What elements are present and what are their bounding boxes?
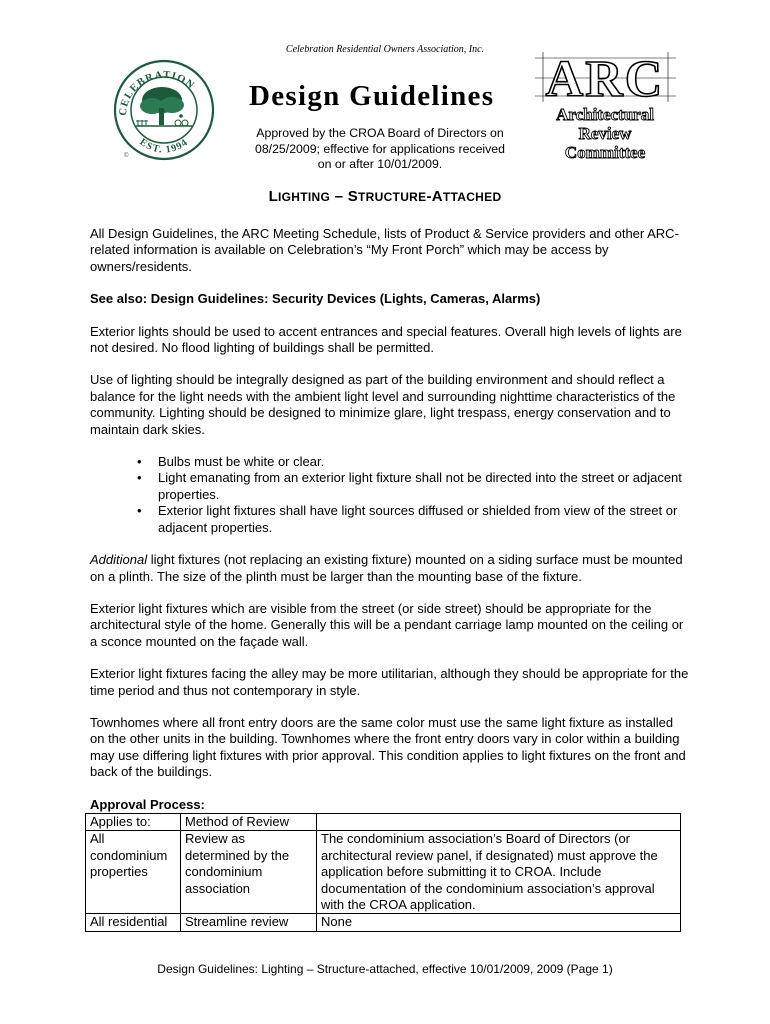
page-footer: Design Guidelines: Lighting – Structure-attached, effective 10/01/2009, 2009 (Page 1) bbox=[157, 962, 613, 976]
list-item: • Light emanating from an exterior light fixture shall not be directed into the street or adjacent properties. bbox=[158, 470, 690, 503]
approval-table bbox=[85, 813, 681, 932]
seal-right-text bbox=[202, 97, 203, 98]
list-item: • Bulbs must be white or clear. bbox=[158, 454, 690, 470]
table-header-cell bbox=[317, 813, 681, 830]
seal-bottom-text: EST. 1994 bbox=[137, 136, 191, 156]
paragraph-plinth bbox=[90, 552, 690, 585]
title-letter-l: L bbox=[268, 188, 279, 205]
table-cell: None bbox=[317, 914, 681, 931]
table-header-row bbox=[86, 813, 681, 830]
lighting-rules-list bbox=[90, 454, 690, 536]
paragraph-townhomes: Townhomes where all front entry doors are the same color must use the same light fixture as installed on the other units in the building. Townhomes where the front entry doors vary in color within a building may use differing light fixtures with prior approval. This condition applies to light fixtures on the front and back of the buildings. bbox=[90, 714, 686, 780]
approval-process-heading: Approval Process: bbox=[90, 796, 205, 812]
svg-text:EST. 1994 bbox=[137, 137, 190, 156]
title-rest-ighting: IGHTING bbox=[278, 190, 331, 204]
paragraph-street-visible: Exterior light fixtures which are visible from the street (or side street) should be appropriate for the architectural style of the home. Generally this will be a pendant carriage lamp mounted on the ceiling or a sconce mounted on the façade wall. bbox=[90, 600, 684, 649]
arc-big-letters: ARC bbox=[545, 51, 665, 108]
list-item: • Exterior light fixtures shall have light sources diffused or shielded from view of the street or adjacent properties. bbox=[158, 503, 690, 536]
celebration-seal-logo bbox=[112, 58, 216, 162]
table-header-cell: Method of Review bbox=[181, 813, 317, 830]
table-cell: All condominium properties bbox=[86, 831, 181, 914]
table-row bbox=[86, 914, 681, 931]
paragraph-alley: Exterior light fixtures facing the alley may be more utilitarian, although they should be appropriate for the time period and thus not contemporary in style. bbox=[90, 666, 689, 698]
title-letter-a: A bbox=[431, 188, 443, 205]
approval-note: Approved by the CROA Board of Directors on 08/25/2009; effective for applications received on or after 10/01/2009. bbox=[255, 126, 505, 171]
table-cell: Streamline review bbox=[181, 914, 317, 931]
document-title: Design Guidelines bbox=[249, 80, 495, 112]
title-letter-s: S bbox=[347, 188, 359, 205]
title-rest-ttached: TTACHED bbox=[442, 190, 502, 204]
see-also-paragraph: See also: Design Guidelines: Security Devices (Lights, Cameras, Alarms) bbox=[90, 291, 541, 307]
intro-paragraph: All Design Guidelines, the ARC Meeting Schedule, lists of Product & Service providers and other ARC-related information is available on Celebration’s “My Front Porch” which may be access by owners/residents. bbox=[90, 226, 679, 274]
table-row bbox=[86, 831, 681, 914]
association-name: Celebration Residential Owners Association, Inc. bbox=[285, 44, 485, 55]
title-hyphen: - bbox=[426, 188, 432, 205]
title-rest-tructure: TRUCTURE bbox=[358, 190, 427, 204]
arc-line-committee: Committee bbox=[564, 143, 646, 162]
seal-top-text: CELEBRATION bbox=[117, 69, 197, 117]
document-body bbox=[90, 226, 690, 932]
arc-committee-logo bbox=[533, 50, 678, 170]
table-header-cell: Applies to: bbox=[86, 813, 181, 830]
table-cell: All residential bbox=[86, 914, 181, 931]
table-cell: Review as determined by the condominium association bbox=[181, 831, 317, 914]
paragraph-plinth-text: light fixtures (not replacing an existing fixture) mounted on a siding surface must be mounted on a plinth. The size of the plinth must be larger than the mounting base of the fixture. bbox=[90, 552, 683, 584]
arc-line-architectural: Architectural bbox=[556, 105, 654, 124]
svg-text:©: © bbox=[124, 153, 129, 159]
title-dash: – bbox=[330, 188, 348, 205]
additional-emphasis: Additional bbox=[90, 552, 148, 568]
paragraph-accent-lights: Exterior lights should be used to accent entrances and special features. Overall high levels of lights are not desired. No flood lighting of buildings shall be permitted. bbox=[90, 323, 682, 356]
table-cell: The condominium association’s Board of Directors (or architectural review panel, if designated) must approve the application before submitting it to CROA. Include documentation of the condominium association’s approval with the CROA application. bbox=[317, 831, 681, 914]
section-title bbox=[0, 188, 770, 205]
arc-line-review: Review bbox=[578, 124, 632, 143]
paragraph-lighting-design: Use of lighting should be integrally designed as part of the building environment and should reflect a balance for the light needs with the ambient light level and surrounding nighttime characteristics of the community. Lighting should be designed to minimize glare, light trespass, energy conservation and to maintain dark skies. bbox=[90, 372, 676, 437]
